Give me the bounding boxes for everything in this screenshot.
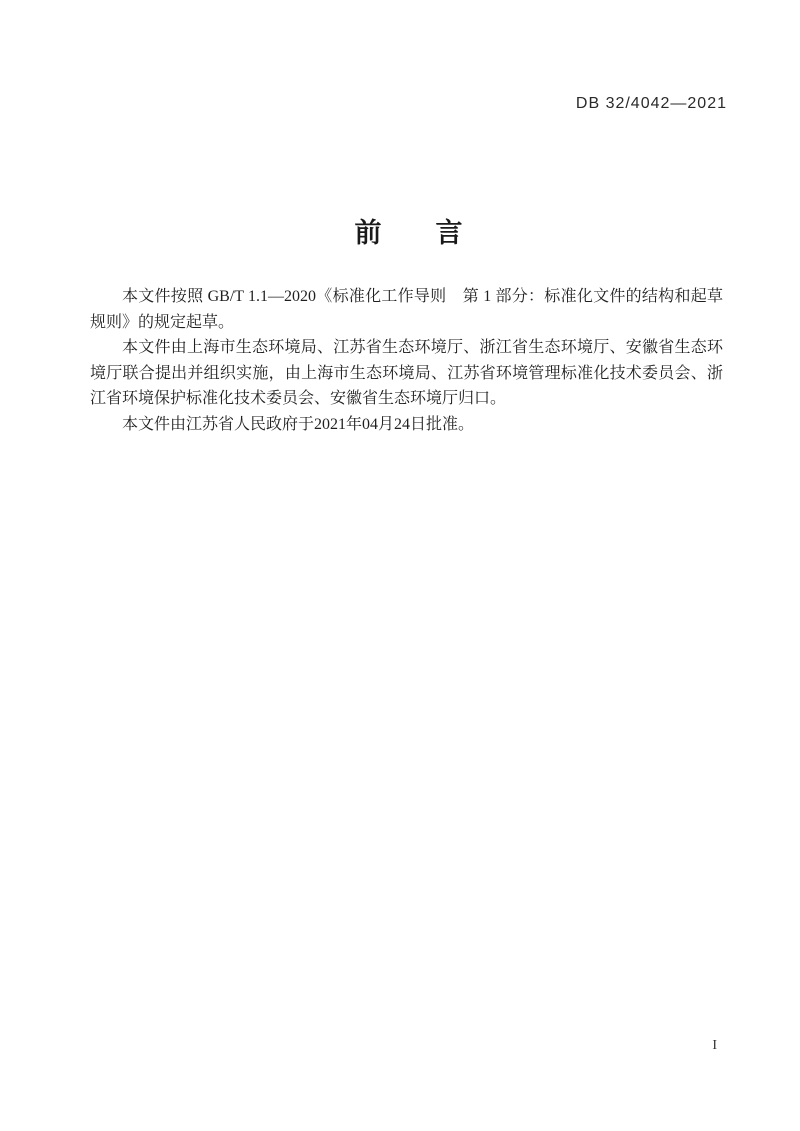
paragraph-drafting-basis: 本文件按照 GB/T 1.1—2020《标准化工作导则 第 1 部分：标准化文件的结构和起草规则》的规定起草。 [90, 288, 723, 331]
foreword-body [90, 284, 723, 437]
paragraph-approval-date: 本文件由江苏省人民政府于2021年04月24日批准。 [122, 415, 475, 433]
paragraph-proposing-organizations: 本文件由上海市生态环境局、江苏省生态环境厅、浙江省生态环境厅、安徽省生态环境厅联合提出并组织实施，由上海市生态环境局、江苏省环境管理标准化技术委员会、浙江省环境保护标准化技术委员会、安徽省生态环境厅归口。 [90, 339, 723, 407]
foreword-title: 前 言 [354, 218, 463, 248]
standard-number-header: DB 32/4042—2021 [575, 95, 727, 112]
page-number: I [712, 1038, 717, 1053]
